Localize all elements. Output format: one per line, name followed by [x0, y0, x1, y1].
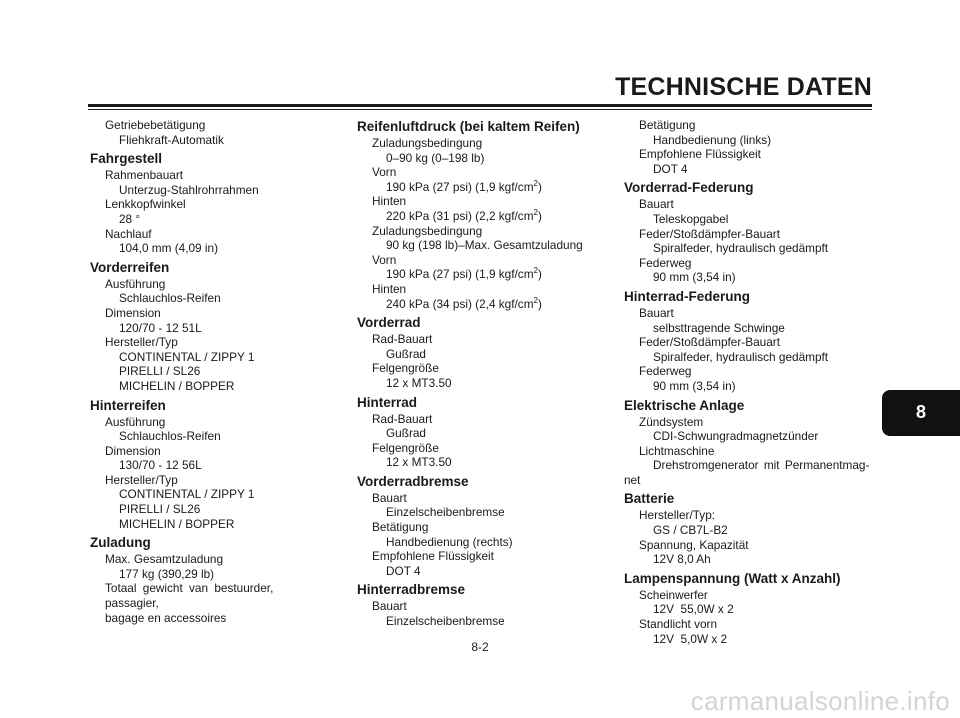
spec-value: PIRELLI / SL26: [119, 364, 201, 379]
superscript: 2: [533, 295, 538, 305]
spec-value: Spiralfeder, hydraulisch gedämpft: [653, 349, 829, 364]
spec-value: Gußrad: [386, 426, 426, 441]
page-number: 8-2: [471, 640, 489, 654]
spec-value: 177 kg (390,29 lb): [119, 566, 215, 581]
spec-value: Unterzug-Stahlrohrrahmen: [119, 182, 259, 197]
spec-label: Zündsystem: [639, 414, 704, 429]
section-heading-hinterreifen: Hinterreifen: [90, 397, 166, 413]
section-heading-hinterrad: Hinterrad: [357, 394, 418, 410]
spec-column-1: [90, 118, 330, 625]
spec-value: CDI-Schwungradmagnetzünder: [653, 429, 819, 444]
spec-label: Bauart: [639, 197, 674, 212]
section-heading-vorderrad-federung: Vorderrad-Federung: [624, 180, 754, 196]
spec-label: Bauart: [372, 490, 407, 505]
spec-label: Betätigung: [372, 520, 429, 535]
spec-label: Dimension: [105, 443, 161, 458]
closing-paren: ): [537, 267, 542, 282]
spec-value: GS / CB7L-B2: [653, 523, 728, 538]
spec-label: Vorn: [372, 165, 397, 180]
spec-label: Feder/Stoßdämpfer-Bauart: [639, 226, 780, 241]
spec-value: 90 kg (198 lb)–Max. Gesamtzuladung: [386, 238, 583, 253]
spec-label: Empfohlene Flüssigkeit: [639, 147, 761, 162]
spec-value: DOT 4: [386, 563, 421, 578]
spec-value: [357, 297, 597, 312]
spec-value: CONTINENTAL / ZIPPY 1: [119, 487, 255, 502]
spec-value: 90 mm (3,54 in): [653, 378, 736, 393]
spec-label: Empfohlene Flüssigkeit: [372, 549, 494, 564]
closing-paren: ): [537, 296, 542, 311]
spec-value: 12 x MT3.50: [386, 455, 452, 470]
spec-value: Spiralfeder, hydraulisch gedämpft: [653, 241, 829, 256]
spec-label: Lichtmaschine: [639, 443, 715, 458]
spec-value: CONTINENTAL / ZIPPY 1: [119, 349, 255, 364]
spec-value: 120/70 - 12 51L: [119, 320, 202, 335]
spec-label: Felgengröße: [372, 361, 439, 376]
spec-value: 0–90 kg (0–198 lb): [386, 150, 485, 165]
section-heading-fahrgestell: Fahrgestell: [90, 151, 163, 167]
spec-label: Hinten: [372, 194, 407, 209]
header-rule: [88, 104, 872, 107]
section-heading-batterie: Batterie: [624, 491, 675, 507]
spec-value: Schlauchlos-Reifen: [119, 429, 221, 444]
spec-label: Bauart: [639, 305, 674, 320]
section-heading-elektrische-anlage: Elektrische Anlage: [624, 397, 745, 413]
pressure-value: 240 kPa (34 psi) (2,4 kgf/cm: [386, 296, 534, 311]
spec-label: Zuladungsbedingung: [372, 223, 483, 238]
spec-label: Ausführung: [105, 414, 166, 429]
spec-column-3: [624, 118, 874, 646]
spec-value: MICHELIN / BOPPER: [119, 516, 235, 531]
spec-value: Einzelscheibenbremse: [386, 505, 505, 520]
spec-value: Schlauchlos-Reifen: [119, 291, 221, 306]
spec-value: MICHELIN / BOPPER: [119, 378, 235, 393]
spec-note: bagage en accessoires: [105, 610, 227, 625]
section-heading-lampenspannung: Lampenspannung (Watt x Anzahl): [624, 570, 841, 586]
section-heading-vorderradbremse: Vorderradbremse: [357, 473, 469, 489]
spec-value: [357, 180, 597, 195]
watermark: carmanualsonline.info: [690, 686, 950, 716]
spec-value: [357, 267, 597, 282]
chapter-tab[interactable]: [882, 390, 960, 436]
spec-value: [357, 209, 597, 224]
spec-value: 90 mm (3,54 in): [653, 270, 736, 285]
spec-label: Scheinwerfer: [639, 587, 708, 602]
spec-value: 12V 55,0W x 2: [653, 602, 734, 617]
superscript: 2: [533, 266, 538, 276]
spec-label: Dimension: [105, 305, 161, 320]
spec-label: Hersteller/Typ: [105, 335, 178, 350]
closing-paren: ): [537, 179, 542, 194]
spec-label: Standlicht vorn: [639, 617, 718, 632]
spec-value: Handbedienung (links): [653, 132, 772, 147]
spec-label: Nachlauf: [105, 226, 152, 241]
section-heading-vorderreifen: Vorderreifen: [90, 259, 170, 275]
spec-label: Zuladungsbedingung: [372, 136, 483, 150]
superscript: 2: [533, 178, 538, 188]
spec-label: Spannung, Kapazität: [639, 537, 749, 552]
section-heading-zuladung: Zuladung: [90, 535, 151, 551]
spec-label: Betätigung: [639, 118, 696, 132]
closing-paren: ): [537, 208, 542, 223]
spec-label: Max. Gesamtzuladung: [105, 552, 224, 567]
pressure-value: 220 kPa (31 psi) (2,2 kgf/cm: [386, 208, 534, 223]
spec-note: Totaal gewicht van bestuurder, passagier,: [105, 581, 274, 611]
spec-value: selbsttragende Schwinge: [653, 320, 785, 335]
spec-value: Gußrad: [386, 346, 426, 361]
section-heading-hinterradbremse: Hinterradbremse: [357, 582, 466, 598]
spec-label: Federweg: [639, 364, 692, 379]
spec-label: Ausführung: [105, 276, 166, 291]
superscript: 2: [533, 208, 538, 218]
spec-value: DOT 4: [653, 161, 688, 176]
chapter-tab-label: 8: [915, 402, 926, 422]
spec-label: Bauart: [372, 599, 407, 614]
spec-value: 104,0 mm (4,09 in): [119, 241, 219, 256]
spec-label: Rahmenbauart: [105, 168, 184, 183]
spec-value-continuation: net: [624, 472, 641, 487]
spec-value: 130/70 - 12 56L: [119, 458, 202, 473]
section-heading-vorderrad: Vorderrad: [357, 315, 421, 331]
spec-value: Teleskopgabel: [653, 211, 729, 226]
spec-value: Fliehkraft-Automatik: [119, 132, 224, 147]
spec-label: Getriebebetätigung: [105, 118, 206, 132]
spec-value: 12V 5,0W x 2: [653, 631, 728, 646]
spec-label: Lenkkopfwinkel: [105, 197, 186, 212]
section-heading-hinterrad-federung: Hinterrad-Federung: [624, 288, 751, 304]
spec-value: PIRELLI / SL26: [119, 502, 201, 517]
spec-label: Felgengröße: [372, 440, 439, 455]
spec-label: Rad-Bauart: [372, 411, 433, 426]
spec-value: 12V 8,0 Ah: [653, 552, 711, 567]
spec-value: 12 x MT3.50: [386, 375, 452, 390]
spec-value: Drehstromgenerator mit Permanentmag-: [653, 458, 870, 473]
spec-label: Hersteller/Typ: [105, 472, 178, 487]
spec-label: Hinten: [372, 281, 407, 296]
spec-label: Feder/Stoßdämpfer-Bauart: [639, 335, 780, 350]
pressure-value: 190 kPa (27 psi) (1,9 kgf/cm: [386, 267, 534, 282]
spec-value: 28 °: [119, 211, 141, 226]
spec-label: Vorn: [372, 252, 397, 267]
spec-label: Rad-Bauart: [372, 332, 433, 347]
spec-value: Einzelscheibenbremse: [386, 614, 505, 629]
spec-value: Handbedienung (rechts): [386, 534, 513, 549]
page-title: TECHNISCHE DATEN: [615, 73, 872, 101]
spec-label: Hersteller/Typ:: [639, 508, 716, 523]
section-heading-reifenluftdruck: Reifenluftdruck (bei kaltem Reifen): [357, 119, 580, 134]
spec-column-2: [357, 118, 597, 629]
spec-label: Federweg: [639, 255, 692, 270]
pressure-value: 190 kPa (27 psi) (1,9 kgf/cm: [386, 179, 534, 194]
